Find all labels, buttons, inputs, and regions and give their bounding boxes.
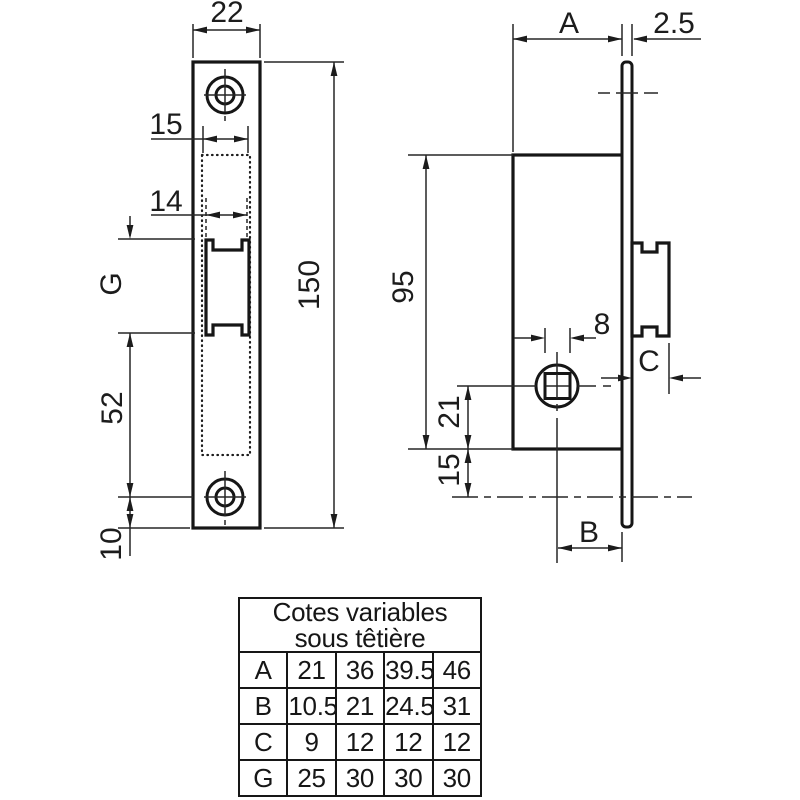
dim-label-B: B <box>578 516 600 549</box>
dim-label-15-right: 15 <box>433 453 466 487</box>
cell: 30 <box>384 760 432 796</box>
cell: 12 <box>384 724 432 760</box>
dim-case-depth <box>513 7 622 152</box>
cell: 36 <box>336 652 384 688</box>
cell: 39.5 <box>384 652 432 688</box>
cell: 9 <box>287 724 335 760</box>
dim-cutout-to-screw <box>96 333 133 497</box>
table-row-B <box>239 688 481 724</box>
dim-label-A: A <box>558 7 580 40</box>
table-row-G <box>239 760 481 796</box>
dim-spindle-to-bottom <box>433 386 471 449</box>
cell: 12 <box>433 724 482 760</box>
dim-label-15: 15 <box>149 108 183 141</box>
cell: 25 <box>287 760 335 796</box>
dim-label-8: 8 <box>593 308 611 341</box>
dim-label-G: G <box>95 272 128 296</box>
cell: 46 <box>433 652 482 688</box>
dim-screw-to-bottom <box>95 497 193 561</box>
dim-label-21: 21 <box>433 395 466 429</box>
cell: 21 <box>336 688 384 724</box>
table-row-A <box>239 652 481 688</box>
dim-label-14: 14 <box>149 185 183 218</box>
cell: 24.5 <box>384 688 432 724</box>
latch-bolt <box>632 243 669 336</box>
table-header-row <box>239 598 481 652</box>
cell: 30 <box>433 760 482 796</box>
dim-label-22: 22 <box>210 0 244 29</box>
variable-dims-table <box>238 597 482 797</box>
dim-plate-height <box>264 62 344 528</box>
row-label: G <box>239 760 287 796</box>
lock-side-view <box>387 7 701 563</box>
dim-label-52: 52 <box>96 391 129 425</box>
dim-axis-to-faceplate <box>558 516 622 562</box>
row-label: A <box>239 652 287 688</box>
dim-faceplate-thickness <box>622 7 701 56</box>
dim-label-C: C <box>638 345 660 378</box>
table-title-line2: sous têtière <box>294 623 426 653</box>
cell: 21 <box>287 652 335 688</box>
cell: 10.5 <box>287 688 335 724</box>
cell: 31 <box>433 688 482 724</box>
table-title <box>239 598 481 652</box>
row-label: C <box>239 724 287 760</box>
row-label: B <box>239 688 287 724</box>
dim-label-150: 150 <box>293 259 326 311</box>
latch-cutout <box>206 240 249 335</box>
dim-label-10: 10 <box>95 527 128 561</box>
dim-bottom-to-axis <box>433 449 471 497</box>
table-title-line1: Cotes variables <box>272 597 448 627</box>
dim-cutout-height <box>95 216 195 333</box>
cell: 12 <box>336 724 384 760</box>
faceplate-front-view <box>95 0 344 561</box>
table-row-C <box>239 724 481 760</box>
cell: 30 <box>336 760 384 796</box>
dim-label-95: 95 <box>387 270 420 304</box>
dim-plate-width <box>193 0 260 58</box>
dim-label-2-5: 2.5 <box>653 7 695 40</box>
